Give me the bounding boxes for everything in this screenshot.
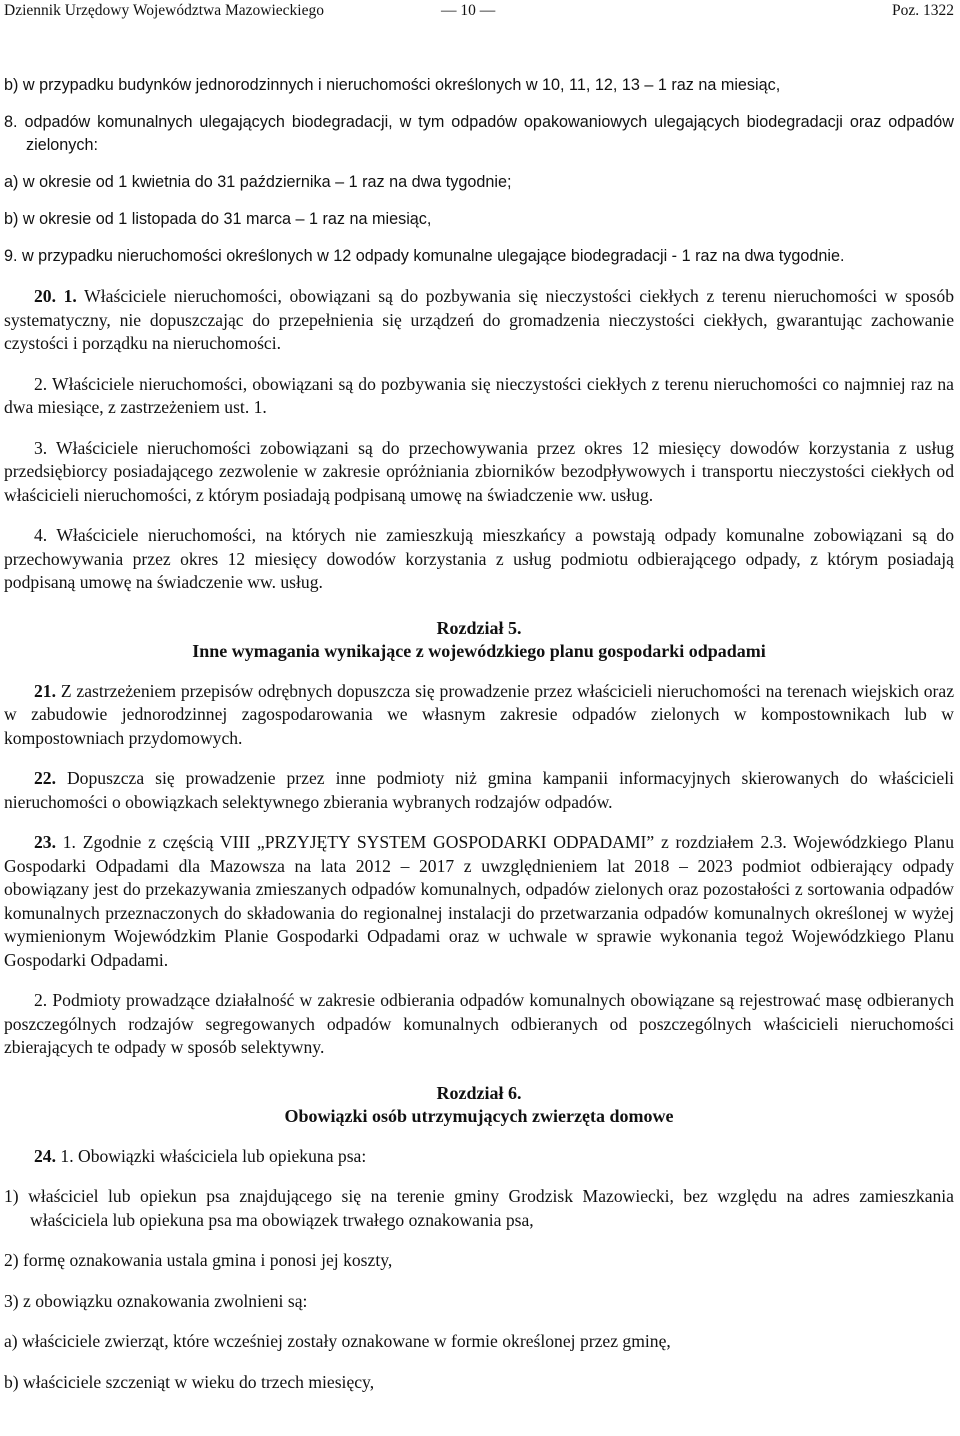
chapter-title: Rozdział 6. [436, 1082, 522, 1103]
paragraph: 3. Właściciele nieruchomości zobowiązani są do przechowywania przez okres 12 miesięcy dowodów korzystania z usług przedsiębiorcy posiadającego zezwolenie w zakresie opróżniania zbiorników bezodpływowych i transportu nieczystości ciekłych od właścicieli nieruchomości, z którym posiadają podpisaną umowę na świadczenie ww. usług. [4, 437, 954, 505]
page-header [4, 2, 956, 26]
list-item: a) w okresie od 1 kwietnia do 31 października – 1 raz na dwa tygodnie; [4, 173, 512, 191]
journal-title: Dziennik Urzędowy Województwa Mazowieckiego [4, 2, 324, 19]
section-number: 21. [34, 680, 56, 701]
section-number: 23. [34, 832, 56, 852]
chapter-title: Rozdział 5. [436, 617, 522, 638]
paragraph: 2. Podmioty prowadzące działalność w zakresie odbierania odpadów komunalnych obowiązane są rejestrować masę odbieranych poszczególnych rodzajów segregowanych odpadów komunalnych odbieranych od poszczególnych właścicieli nieruchomości zbierających te odpady w sposób selektywny. [4, 990, 954, 1057]
section-21 [4, 680, 954, 751]
section-24 [4, 1145, 954, 1169]
section-text: Z zastrzeżeniem przepisów odrębnych dopuszcza się prowadzenie przez właścicieli nieruchomości na terenach wiejskich oraz w zabudowie jednorodzinnej zagospodarowania we własnym zakresie odpadów zielonych w kompostownikach lub w kompostowniach przydomowych. [4, 680, 954, 748]
list-item: 1) właściciel lub opiekun psa znajdującego się na terenie gminy Grodzisk Mazowiecki, bez względu na adres zamieszkania właściciela lub opiekuna psa ma obowiązek trwałego oznakowania psa, [4, 1186, 954, 1230]
page-number: — 10 — [441, 2, 496, 19]
list-item: 2) formę oznakowania ustala gmina i ponosi jej koszty, [4, 1250, 393, 1270]
position-number: Poz. 1322 [892, 2, 954, 19]
paragraph: 9. w przypadku nieruchomości określonych w 12 odpady komunalne ulegające biodegradacji - 1 raz na dwa tygodnie. [4, 247, 845, 265]
section-number: 24. [34, 1145, 56, 1166]
section-number: 22. [34, 768, 56, 788]
list-item: b) w okresie od 1 listopada do 31 marca – 1 raz na miesiąc, [4, 210, 432, 228]
paragraph: 8. odpadów komunalnych ulegających biodegradacji, w tym odpadów opakowaniowych ulegających biodegradacji oraz odpadów zielonych: [4, 113, 954, 154]
section-text: 1. Obowiązki właściciela lub opiekuna psa: [56, 1145, 367, 1166]
section-text: Właściciele nieruchomości, obowiązani są do pozbywania się nieczystości ciekłych z terenu nieruchomości w sposób systematyczny, nie dopuszczając do przepełnienia się urządzeń do gromadzenia nieczystości ciekłych, gwarantując zachowanie czystości i porządku na nieruchomości. [4, 286, 954, 353]
paragraph: 4. Właściciele nieruchomości, na których nie zamieszkują mieszkańcy a powstają odpady komunalne zobowiązani są do przechowywania przez okres 12 miesięcy dowodów korzystania z usług podmiotu odbierającego odpady, z którym posiadają podpisaną umowę na świadczenie ww. usług. [4, 525, 954, 592]
chapter-subtitle: Inne wymagania wynikające z wojewódzkiego planu gospodarki odpadami [192, 640, 766, 661]
list-item: a) właściciele zwierząt, które wcześniej zostały oznakowane w formie określonej przez gminę, [4, 1331, 671, 1351]
section-23 [4, 831, 954, 972]
paragraph: b) w przypadku budynków jednorodzinnych i nieruchomości określonych w 10, 11, 12, 13 – 1 raz na miesiąc, [4, 76, 781, 94]
section-text: Dopuszcza się prowadzenie przez inne podmioty niż gmina kampanii informacyjnych skierowanych do właścicieli nieruchomości o obowiązkach selektywnego zbierania wybranych rodzajów odpadów. [4, 768, 954, 812]
section-22 [4, 767, 954, 814]
chapter-subtitle: Obowiązki osób utrzymujących zwierzęta domowe [284, 1105, 674, 1126]
list-item: 3) z obowiązku oznakowania zwolnieni są: [4, 1290, 308, 1311]
section-text: 1. Zgodnie z częścią VIII „PRZYJĘTY SYSTEM GOSPODARKI ODPADAMI” z rozdziałem 2.3. Wojewódzkiego Planu Gospodarki Odpadami dla Mazowsza na lata 2012 – 2017 z uwzględnieniem lat 2018 – 2023 podmiot odbierający odpady obowiązany jest do przekazywania zmieszanych odpadów komunalnych, odpadów zielonych oraz pozostałości z sortowania odpadów komunalnych przeznaczonych do składowania do regionalnej instalacji do przetwarzania odpadów komunalnych określonej w wyżej wymienionym Wojewódzkim Planie Gospodarki Odpadami oraz w uchwale w sprawie wykonania tegoż Wojewódzkiego Planu Gospodarki Odpadami. [4, 832, 954, 970]
section-number: 20. 1. [34, 286, 77, 306]
paragraph: 2. Właściciele nieruchomości, obowiązani są do pozbywania się nieczystości ciekłych z terenu nieruchomości co najmniej raz na dwa miesiące, z zastrzeżeniem ust. 1. [4, 373, 954, 417]
section-20 [4, 285, 954, 356]
list-item: b) właściciele szczeniąt w wieku do trzech miesięcy, [4, 1371, 375, 1392]
document-body [4, 74, 954, 1394]
